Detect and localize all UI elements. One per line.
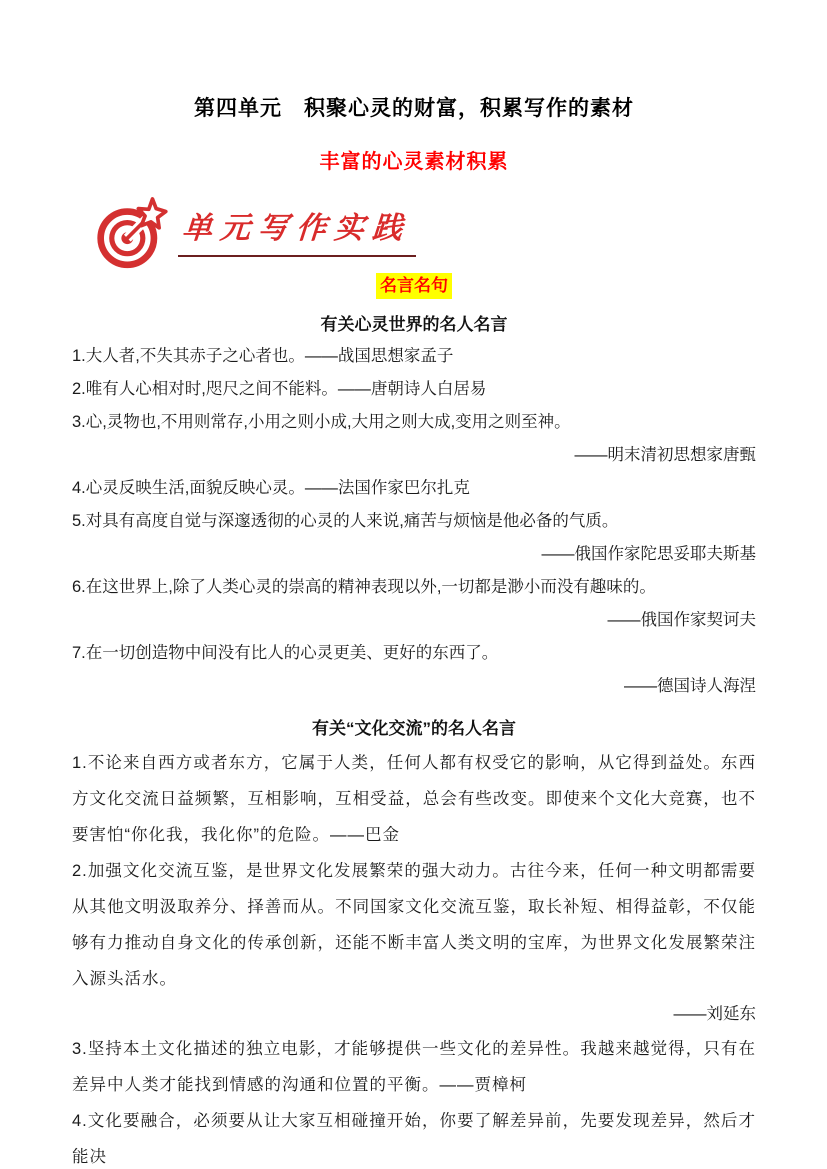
tag-row	[72, 273, 756, 299]
quote-line: 6.在这世界上,除了人类心灵的崇高的精神表现以外,一切都是渺小而没有趣味的。	[72, 578, 656, 596]
quote-paragraph: 2.加强文化交流互鉴，是世界文化发展繁荣的强大动力。古往今来，任何一种文明都需要从其他文明汲取养分、择善而从。不同国家文化交流互鉴，取长补短、相得益彰，不仅能够有力推动自身文化的传承创新，还能不断丰富人类文明的宝库，为世界文化发展繁荣注入源头活水。	[72, 862, 756, 988]
quote-attribution: ——俄国作家陀思妥耶夫斯基	[541, 545, 756, 563]
section2-quote-list	[72, 745, 756, 1169]
section1-heading: 有关心灵世界的名人名言	[320, 315, 508, 334]
quote-attribution: ——刘延东	[673, 1005, 756, 1023]
quote-attribution: ——明末清初思想家唐甄	[574, 446, 756, 464]
section1-quote-list	[72, 340, 756, 703]
quote-line: 2.唯有人心相对时,咫尺之间不能料。——唐朝诗人白居易	[72, 380, 487, 398]
unit-title: 第四单元 积聚心灵的财富，积累写作的素材	[194, 97, 634, 120]
quote-line: 7.在一切创造物中间没有比人的心灵更美、更好的东西了。	[72, 644, 499, 662]
banner-title: 单元写作实践	[181, 212, 412, 245]
quote-line: 1.大人者,不失其赤子之心者也。——战国思想家孟子	[72, 347, 454, 365]
highlight-tag: 名言名句	[376, 273, 452, 299]
quote-line: 4.心灵反映生活,面貌反映心灵。——法国作家巴尔扎克	[72, 479, 470, 497]
section-banner	[94, 196, 756, 270]
quote-attribution: ——俄国作家契诃夫	[607, 611, 756, 629]
quote-line: 5.对具有高度自觉与深邃透彻的心灵的人来说,痛苦与烦恼是他必备的气质。	[72, 512, 619, 530]
quote-attribution: ——德国诗人海涅	[624, 677, 756, 695]
quote-line: 3.心,灵物也,不用则常存,小用之则小成,大用之则大成,变用之则至神。	[72, 413, 571, 431]
lesson-title: 丰富的心灵素材积累	[319, 151, 509, 173]
quote-paragraph: 3.坚持本土文化描述的独立电影，才能够提供一些文化的差异性。我越来越觉得，只有在差异中人类才能找到情感的沟通和位置的平衡。——贾樟柯	[72, 1040, 756, 1094]
banner-title-underlined	[178, 209, 416, 257]
target-dart-icon	[94, 196, 168, 270]
quote-paragraph: 1.不论来自西方或者东方，它属于人类，任何人都有权受它的影响，从它得到益处。东西方文化交流日益频繁，互相影响，互相受益，总会有些改变。即使来个文化大竞赛，也不要害怕“你化我，我化你”的危险。——巴金	[72, 754, 756, 844]
quote-paragraph: 4.文化要融合，必须要从让大家互相碰撞开始，你要了解差异前，先要发现差异，然后才能决	[72, 1112, 756, 1166]
section2-heading: 有关“文化交流”的名人名言	[312, 719, 516, 738]
